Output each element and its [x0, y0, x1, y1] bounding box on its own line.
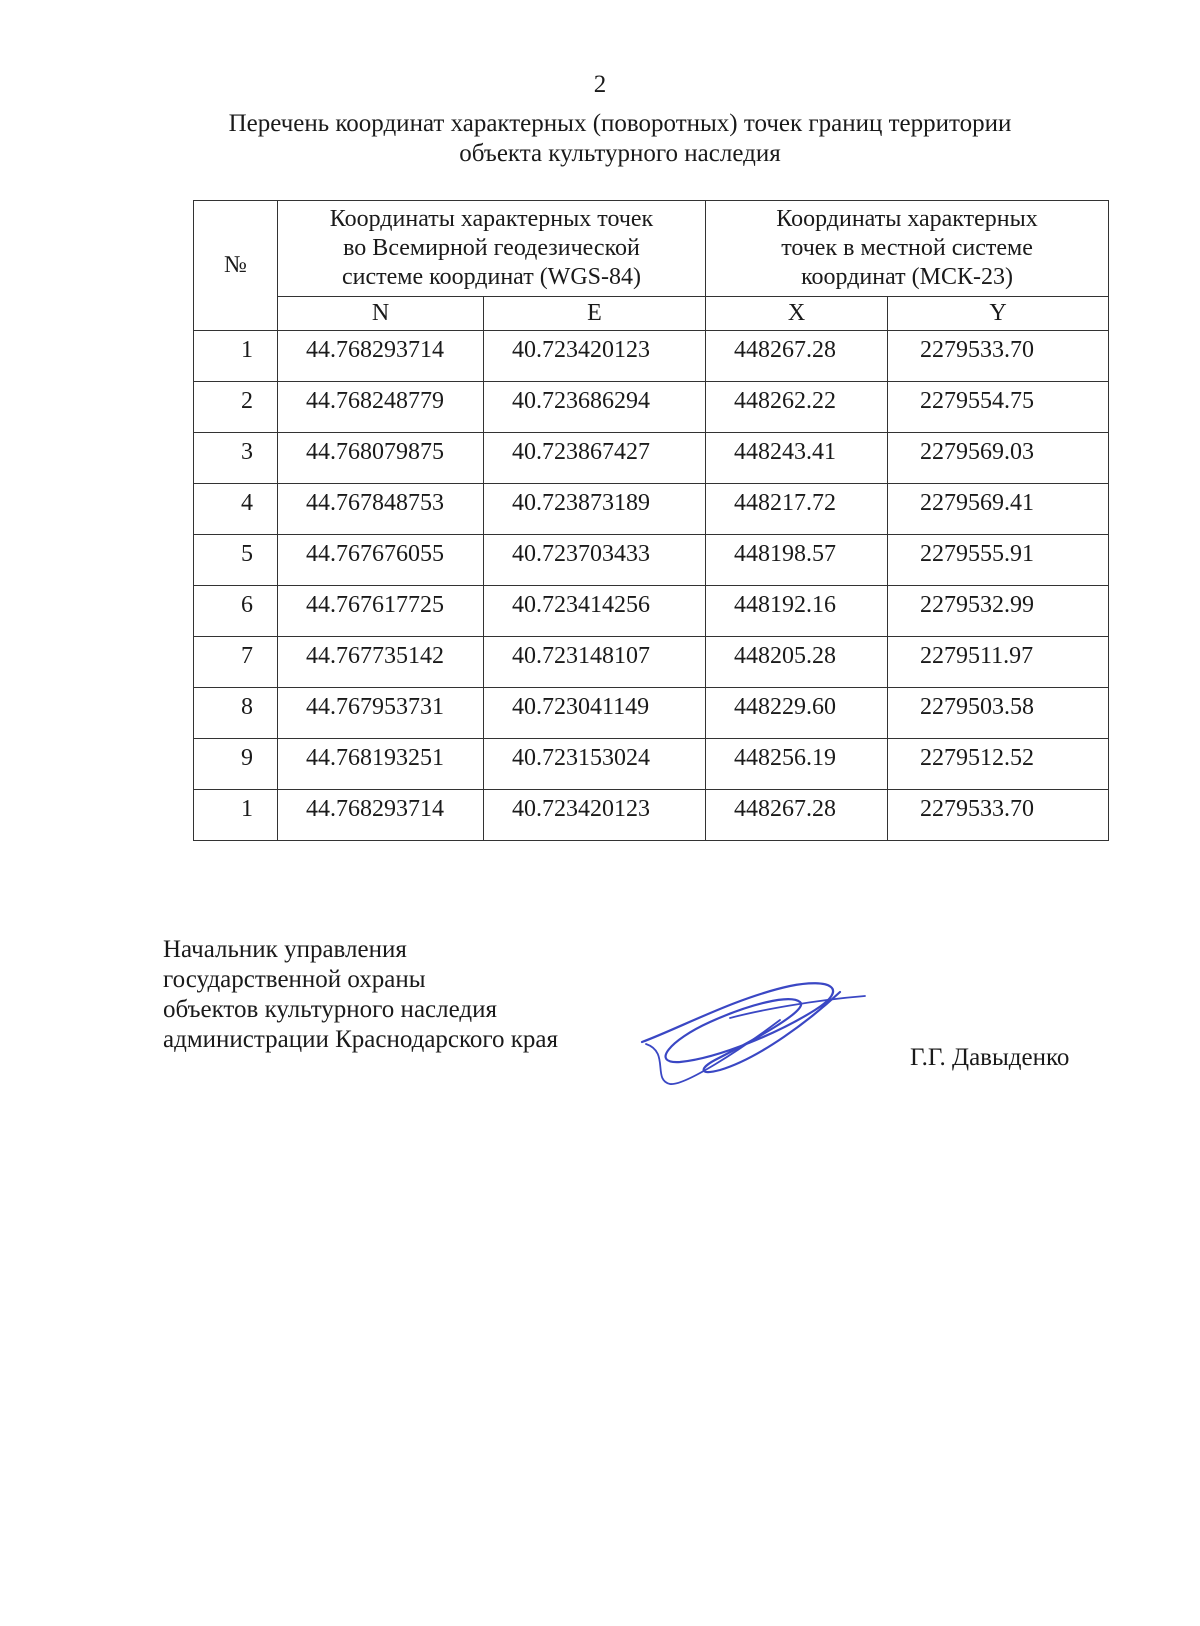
- header-number: №: [194, 201, 278, 331]
- cell-n: 44.768193251: [278, 739, 484, 790]
- cell-y: 2279533.70: [888, 331, 1109, 382]
- header-msk23-line-2: точек в местной системе: [781, 235, 1033, 261]
- table-row: [194, 433, 1109, 484]
- signatory-name: Г.Г. Давыденко: [910, 1044, 1070, 1071]
- cell-e: 40.723414256: [484, 586, 706, 637]
- signatory-position-line-3: объектов культурного наследия: [163, 996, 497, 1023]
- cell-e: 40.723148107: [484, 637, 706, 688]
- cell-n: 44.768293714: [278, 331, 484, 382]
- cell-point-number: 1: [194, 331, 278, 382]
- table-row: [194, 637, 1109, 688]
- header-msk23-group: [706, 201, 1109, 297]
- table-row: [194, 586, 1109, 637]
- cell-y: 2279512.52: [888, 739, 1109, 790]
- cell-e: 40.723153024: [484, 739, 706, 790]
- cell-e: 40.723873189: [484, 484, 706, 535]
- header-wgs84-group: [278, 201, 706, 297]
- cell-y: 2279511.97: [888, 637, 1109, 688]
- cell-e: 40.723420123: [484, 331, 706, 382]
- table-row: [194, 739, 1109, 790]
- cell-point-number: 2: [194, 382, 278, 433]
- cell-point-number: 9: [194, 739, 278, 790]
- cell-y: 2279533.70: [888, 790, 1109, 841]
- table-row: [194, 331, 1109, 382]
- table-row: [194, 790, 1109, 841]
- cell-y: 2279532.99: [888, 586, 1109, 637]
- cell-e: 40.723041149: [484, 688, 706, 739]
- cell-point-number: 3: [194, 433, 278, 484]
- cell-y: 2279503.58: [888, 688, 1109, 739]
- cell-point-number: 8: [194, 688, 278, 739]
- table-row: [194, 535, 1109, 586]
- table-header-row: [194, 201, 1109, 297]
- cell-y: 2279555.91: [888, 535, 1109, 586]
- cell-x: 448256.19: [706, 739, 888, 790]
- cell-point-number: 7: [194, 637, 278, 688]
- header-wgs84-line-2: во Всемирной геодезической: [343, 235, 640, 261]
- header-wgs84-line-3: системе координат (WGS-84): [342, 264, 641, 290]
- document-title: [120, 109, 1120, 169]
- cell-n: 44.767676055: [278, 535, 484, 586]
- cell-point-number: 5: [194, 535, 278, 586]
- cell-point-number: 4: [194, 484, 278, 535]
- cell-point-number: 1: [194, 790, 278, 841]
- cell-n: 44.768293714: [278, 790, 484, 841]
- cell-n: 44.768248779: [278, 382, 484, 433]
- header-msk23-line-1: Координаты характерных: [776, 206, 1038, 232]
- handwritten-signature: [640, 980, 870, 1090]
- table-subheader-row: [194, 297, 1109, 331]
- cell-n: 44.767953731: [278, 688, 484, 739]
- cell-x: 448262.22: [706, 382, 888, 433]
- cell-x: 448198.57: [706, 535, 888, 586]
- cell-e: 40.723686294: [484, 382, 706, 433]
- cell-n: 44.767617725: [278, 586, 484, 637]
- document-title-line-1: Перечень координат характерных (поворотных) точек границ территории: [228, 110, 1012, 137]
- cell-x: 448205.28: [706, 637, 888, 688]
- signatory-position-line-2: государственной охраны: [163, 966, 426, 993]
- table-row: [194, 688, 1109, 739]
- cell-x: 448217.72: [706, 484, 888, 535]
- header-n: N: [278, 297, 484, 331]
- cell-y: 2279569.03: [888, 433, 1109, 484]
- cell-x: 448267.28: [706, 790, 888, 841]
- cell-x: 448192.16: [706, 586, 888, 637]
- cell-x: 448267.28: [706, 331, 888, 382]
- signatory-position-line-1: Начальник управления: [163, 936, 407, 963]
- cell-e: 40.723420123: [484, 790, 706, 841]
- header-y: Y: [888, 297, 1109, 331]
- cell-x: 448243.41: [706, 433, 888, 484]
- cell-n: 44.767848753: [278, 484, 484, 535]
- cell-e: 40.723703433: [484, 535, 706, 586]
- page-number: 2: [593, 71, 607, 98]
- document-title-line-2: объекта культурного наследия: [459, 140, 781, 167]
- cell-y: 2279569.41: [888, 484, 1109, 535]
- signatory-position-line-4: администрации Краснодарского края: [163, 1026, 559, 1053]
- cell-n: 44.767735142: [278, 637, 484, 688]
- header-x: X: [706, 297, 888, 331]
- coordinates-table: [193, 200, 1109, 841]
- header-wgs84-line-1: Координаты характерных точек: [329, 206, 654, 232]
- cell-y: 2279554.75: [888, 382, 1109, 433]
- table-row: [194, 484, 1109, 535]
- signatory-position: [163, 935, 558, 1055]
- header-msk23-line-3: координат (МСК-23): [801, 264, 1013, 290]
- cell-e: 40.723867427: [484, 433, 706, 484]
- cell-x: 448229.60: [706, 688, 888, 739]
- cell-n: 44.768079875: [278, 433, 484, 484]
- header-e: E: [484, 297, 706, 331]
- cell-point-number: 6: [194, 586, 278, 637]
- table-row: [194, 382, 1109, 433]
